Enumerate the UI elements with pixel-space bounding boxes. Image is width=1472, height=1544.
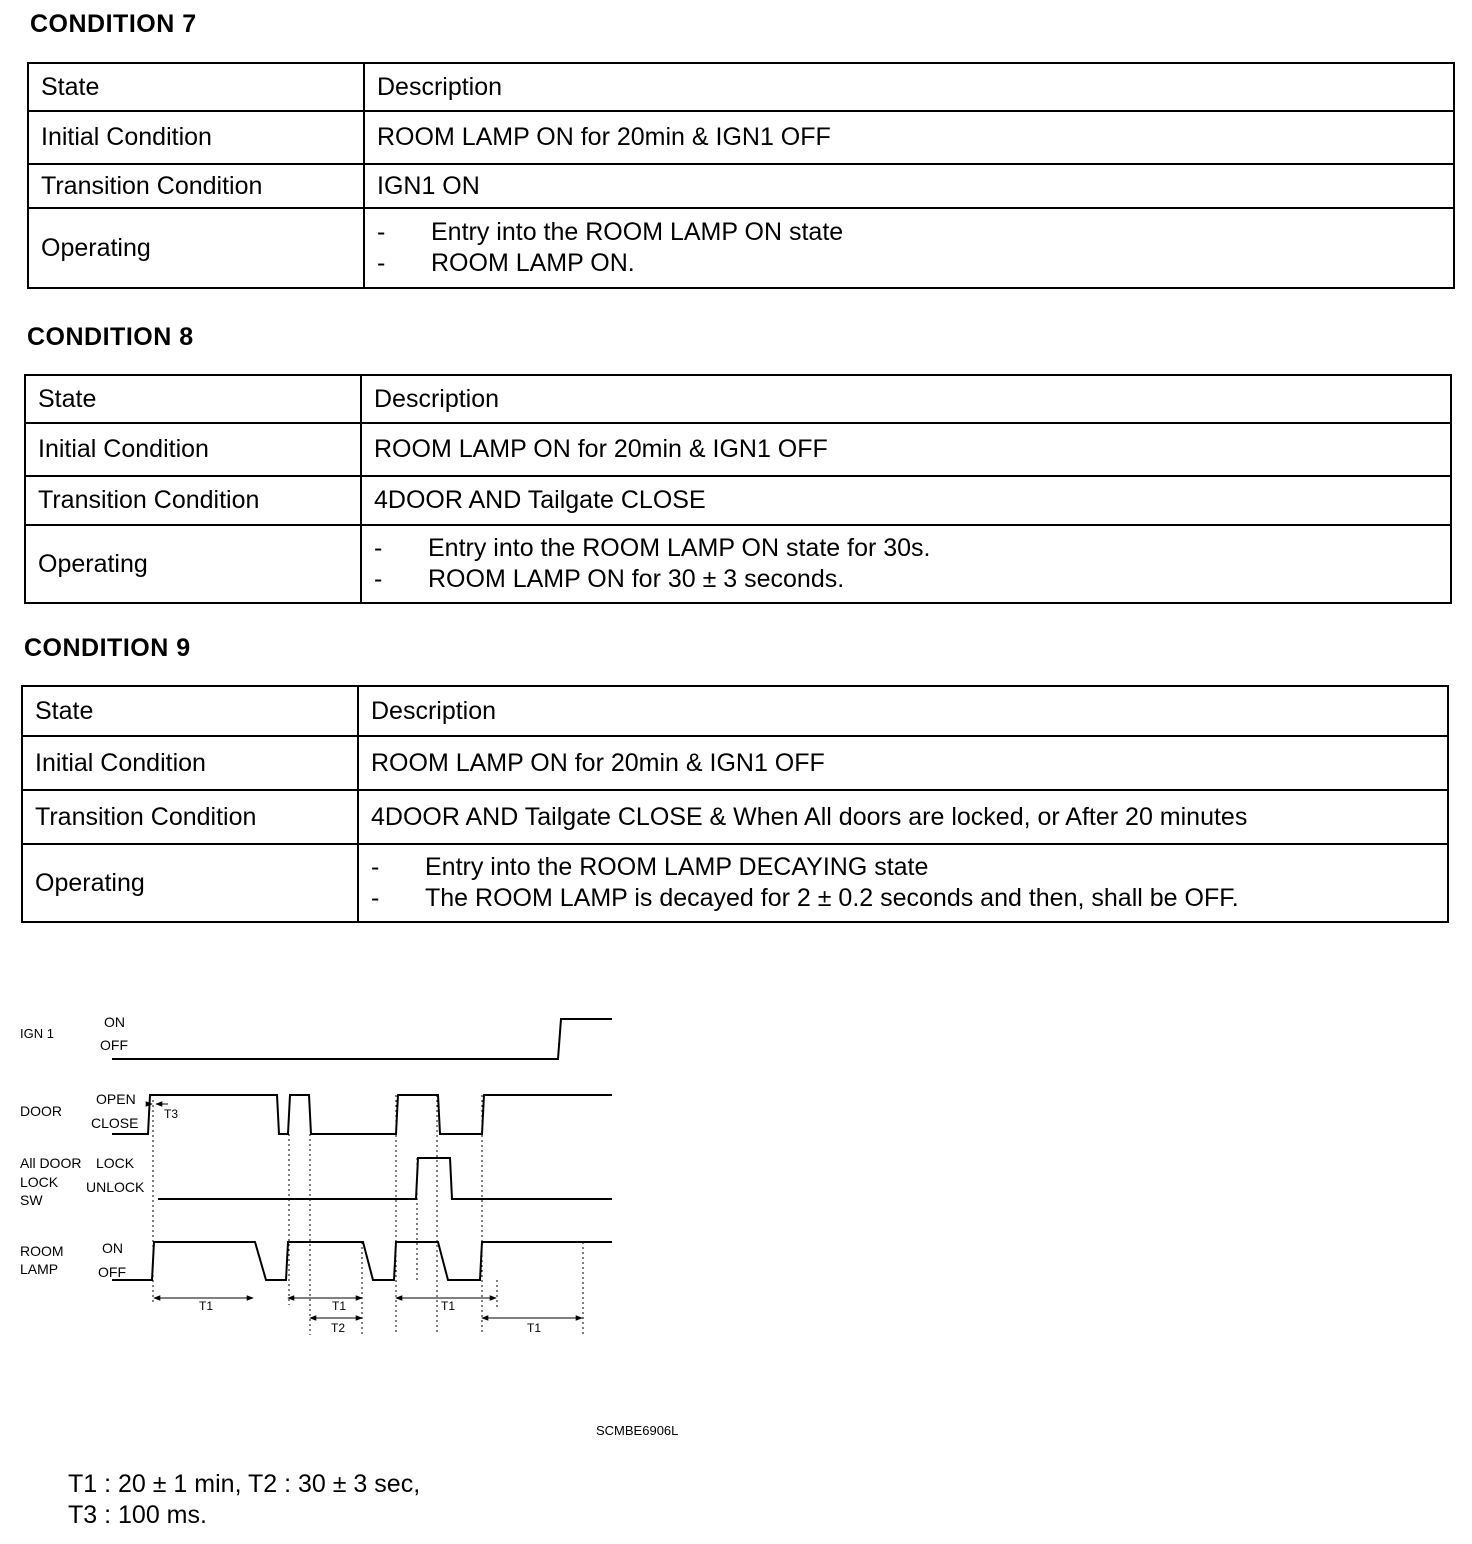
bullet-dash: - (377, 249, 386, 277)
table-header-row (22, 686, 1448, 736)
operating-text: Entry into the ROOM LAMP ON state for 30s. (428, 534, 931, 562)
bullet-dash: - (371, 853, 380, 881)
table-header-row (28, 63, 1454, 111)
header-description: Description (358, 686, 1448, 736)
table-header-row (25, 375, 1451, 423)
operating-cell (364, 208, 1454, 288)
ign-waveform (112, 1019, 612, 1059)
header-state: State (22, 686, 358, 736)
condition-8-table (24, 374, 1452, 604)
bullet-dash: - (374, 534, 383, 562)
lock-sw-waveform (158, 1158, 612, 1199)
door-waveform (112, 1095, 612, 1134)
state-cell: Initial Condition (25, 423, 361, 476)
description-cell: ROOM LAMP ON for 20min & IGN1 OFF (358, 736, 1448, 790)
timing-diagram (0, 1000, 640, 1360)
state-cell: Transition Condition (25, 476, 361, 525)
timing-note-2: T3 : 100 ms. (68, 1501, 207, 1529)
ign-off-label: OFF (100, 1037, 128, 1053)
lock-sw-label-1: All DOOR (20, 1155, 82, 1171)
condition-7-table (27, 62, 1455, 289)
t2-label: T2 (331, 1321, 346, 1335)
table-row (22, 790, 1448, 844)
t3-label: T3 (164, 1107, 179, 1121)
door-open-label: OPEN (96, 1091, 136, 1107)
figure-reference: SCMBE6906L (596, 1423, 679, 1438)
t1-label: T1 (199, 1299, 214, 1313)
lock-sw-label-3: SW (20, 1192, 43, 1208)
t1-label: T1 (527, 1321, 542, 1335)
table-row (25, 476, 1451, 525)
timing-note-1: T1 : 20 ± 1 min, T2 : 30 ± 3 sec, (68, 1470, 421, 1498)
operating-line (371, 852, 1435, 883)
bullet-dash: - (371, 884, 380, 912)
header-state: State (25, 375, 361, 423)
table-row (28, 164, 1454, 208)
condition-9-title: CONDITION 9 (24, 634, 191, 662)
lamp-off-label: OFF (98, 1264, 126, 1280)
door-close-label: CLOSE (91, 1115, 139, 1131)
ign-on-label: ON (104, 1014, 125, 1030)
t1-label: T1 (332, 1299, 347, 1313)
door-label: DOOR (20, 1103, 62, 1119)
state-cell: Transition Condition (22, 790, 358, 844)
operating-text: Entry into the ROOM LAMP DECAYING state (425, 853, 929, 881)
description-cell: ROOM LAMP ON for 20min & IGN1 OFF (364, 111, 1454, 164)
operating-text: The ROOM LAMP is decayed for 2 ± 0.2 seconds and then, shall be OFF. (425, 884, 1239, 912)
description-cell: ROOM LAMP ON for 20min & IGN1 OFF (361, 423, 1451, 476)
operating-cell (358, 844, 1448, 922)
state-cell: Operating (25, 525, 361, 603)
room-lamp-label-1: ROOM (20, 1243, 64, 1259)
header-description: Description (364, 63, 1454, 111)
bullet-dash: - (374, 565, 383, 593)
operating-line (374, 564, 1438, 595)
state-cell: Operating (28, 208, 364, 288)
description-cell: IGN1 ON (364, 164, 1454, 208)
table-row (22, 736, 1448, 790)
ign-label: IGN 1 (20, 1026, 54, 1041)
state-cell: Initial Condition (22, 736, 358, 790)
condition-9-table (21, 685, 1449, 923)
state-cell: Operating (22, 844, 358, 922)
state-cell: Initial Condition (28, 111, 364, 164)
operating-line (377, 217, 1441, 248)
table-row (25, 525, 1451, 603)
table-row (25, 423, 1451, 476)
unlock-label: UNLOCK (86, 1179, 145, 1195)
lock-sw-label-2: LOCK (20, 1174, 59, 1190)
t1-label: T1 (441, 1299, 456, 1313)
description-cell: 4DOOR AND Tailgate CLOSE & When All doors are locked, or After 20 minutes (358, 790, 1448, 844)
lock-label: LOCK (96, 1155, 135, 1171)
header-state: State (28, 63, 364, 111)
operating-line (371, 883, 1435, 914)
table-row (22, 844, 1448, 922)
lamp-on-label: ON (102, 1240, 123, 1256)
operating-line (374, 533, 1438, 564)
description-cell: 4DOOR AND Tailgate CLOSE (361, 476, 1451, 525)
room-lamp-label-2: LAMP (20, 1261, 59, 1277)
state-cell: Transition Condition (28, 164, 364, 208)
operating-line (377, 248, 1441, 279)
operating-cell (361, 525, 1451, 603)
table-row (28, 111, 1454, 164)
bullet-dash: - (377, 218, 386, 246)
table-row (28, 208, 1454, 288)
condition-8-title: CONDITION 8 (27, 323, 194, 351)
condition-7-title: CONDITION 7 (30, 10, 197, 38)
operating-text: Entry into the ROOM LAMP ON state (431, 218, 844, 246)
operating-text: ROOM LAMP ON for 30 ± 3 seconds. (428, 565, 845, 593)
header-description: Description (361, 375, 1451, 423)
operating-text: ROOM LAMP ON. (431, 249, 635, 277)
